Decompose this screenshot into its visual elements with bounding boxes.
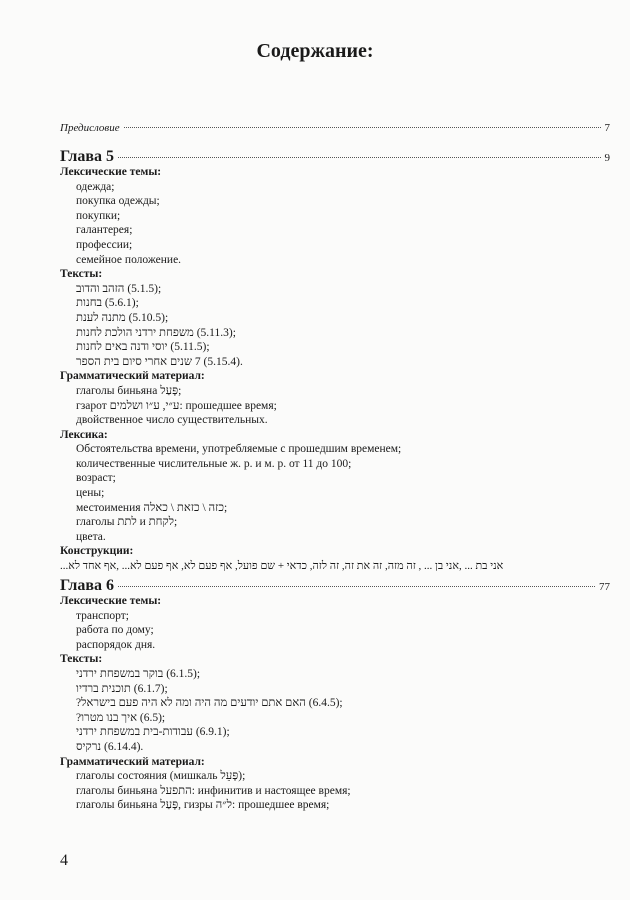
lexical-topics-heading: Лексические темы: [60, 166, 162, 178]
chapter-5-contents [60, 165, 620, 574]
text-entry [60, 326, 620, 341]
text-ref: (6.1.5); [163, 667, 201, 680]
lexicon-item [60, 515, 620, 530]
grammar-item [60, 784, 620, 799]
grammar-item [60, 413, 620, 428]
hebrew-title: האם אתם יודעים מה היה ומה לא היה פעם בישראל? [76, 697, 306, 710]
chapter-6-title: Глава 6 [60, 577, 114, 594]
hebrew-term: התפעל [160, 784, 192, 797]
lexicon-item: возраст; [76, 472, 116, 485]
hebrew-term: כזה \ כזאת \ כאלה [143, 501, 224, 514]
text-entry [60, 696, 620, 711]
list-item: профессии; [76, 238, 133, 251]
hebrew-term: פָּעֵל [220, 770, 239, 783]
chapter-6-contents [60, 594, 620, 813]
list-item: работа по дому; [76, 624, 154, 637]
text-entry [60, 311, 620, 326]
grammar-heading: Грамматический материал: [60, 370, 205, 383]
semicolon: ; [174, 516, 178, 529]
text-ref: (6.4.5); [305, 697, 343, 710]
page-title: Содержание: [256, 40, 374, 62]
grammar-text: глаголы биньяна [76, 784, 161, 797]
text-ref: (5.6.1); [102, 297, 139, 310]
text-entry [60, 711, 620, 726]
text-entry [60, 296, 620, 311]
lexicon-item: количественные числительные ж. р. и м. р. от 11 до 100; [76, 457, 352, 470]
lexicon-item: цены; [76, 487, 105, 500]
dot-leader [124, 127, 601, 128]
chapter-6-page: 77 [599, 581, 610, 593]
list-item: одежда; [76, 180, 115, 193]
hebrew-title: 7 שנים אחרי סיום בית הספר [76, 355, 201, 368]
texts-heading: Тексты: [60, 653, 103, 666]
list-item: галантерея; [76, 224, 133, 237]
list-item: транспорт; [76, 609, 130, 622]
lexicon-item [60, 501, 620, 516]
toc-entry-chapter-6[interactable] [60, 577, 610, 595]
hebrew-title: נרקיס [76, 740, 102, 753]
list-item: покупки; [76, 209, 121, 222]
grammar-item [60, 399, 620, 414]
lexicon-item: Обстоятельства времени, употребляемые с прошедшим временем; [76, 443, 402, 456]
preface-page: 7 [604, 122, 610, 134]
chapter-5-title: Глава 5 [60, 148, 114, 165]
hebrew-term: לתת [117, 516, 137, 529]
grammar-heading: Грамматический материал: [60, 755, 205, 768]
hebrew-title: יוסי ודנה באים לחנות [76, 341, 168, 354]
lexicon-text-mid: и [136, 516, 149, 529]
grammar-text: двойственное число существительных. [76, 414, 268, 427]
text-entry [60, 682, 620, 697]
list-item: семейное положение. [76, 253, 182, 266]
constructions-heading: Конструкции: [60, 545, 134, 558]
preface-label: Предисловие [60, 122, 120, 134]
hebrew-title: עבודות-בית במשפחת ירדני [76, 726, 193, 739]
lexicon-text-end: ; [224, 501, 228, 514]
hebrew-term: לקחת [148, 516, 175, 529]
text-ref: (5.10.5); [125, 311, 169, 324]
hebrew-title: איך בנו מטרו? [76, 711, 137, 724]
text-ref: (6.9.1); [192, 726, 230, 739]
hebrew-constructions: אני בת ... ,אני בן ... , זה מזה, זה את זה, זה לזה, כדאי + שם פועל, אף פעם לא, אף פעם לא... ,אף אחד לא... [60, 560, 504, 573]
text-ref: (6.1.7); [130, 682, 168, 695]
grammar-text-end: : инфинитив и настоящее время; [191, 784, 351, 797]
grammar-text: глаголы биньяна [76, 799, 161, 812]
hebrew-term: ע״י, ע״ו ושלמים [109, 399, 180, 412]
text-entry [60, 355, 620, 370]
grammar-text-end: ; [178, 384, 182, 397]
text-entry [60, 282, 620, 297]
hebrew-term: פָּעַל [160, 384, 179, 397]
grammar-item [60, 384, 620, 399]
text-ref: (5.15.4). [200, 355, 243, 368]
hebrew-title: בוקר במשפחת ירדני [76, 667, 164, 680]
text-ref: (6.5); [137, 711, 166, 724]
dot-leader [118, 586, 595, 587]
dot-leader [118, 157, 601, 158]
grammar-text: глаголы биньяна [76, 384, 161, 397]
lexicon-heading: Лексика: [60, 428, 108, 441]
grammar-text-end: : прошедшее время; [179, 399, 277, 412]
text-ref: (6.14.4). [101, 740, 144, 753]
lexical-topics-heading: Лексические темы: [60, 595, 162, 607]
grammar-text-end: ); [238, 770, 246, 783]
lexicon-text: местоимения [76, 501, 144, 514]
grammar-item [60, 769, 620, 784]
hebrew-title: בחנות [76, 297, 103, 310]
text-entry [60, 667, 620, 682]
list-item: покупка одежды; [76, 195, 160, 208]
text-entry [60, 340, 620, 355]
hebrew-title: משפחת ירדני הולכת לחנות [76, 326, 194, 339]
lexicon-item: цвета. [76, 530, 106, 543]
hebrew-title: הזהב והדוב [76, 282, 125, 295]
toc-entry-preface[interactable] [60, 122, 610, 134]
constructions-line [60, 559, 620, 574]
text-entry [60, 740, 620, 755]
hebrew-title: תוכנית ברדיו [76, 682, 131, 695]
text-ref: (5.11.5); [167, 341, 210, 354]
text-ref: (5.11.3); [193, 326, 236, 339]
grammar-text-end: , гизры ל״ה: прошедшее время; [178, 799, 330, 812]
grammar-text: глаголы состояния (мишкаль [76, 770, 221, 783]
grammar-text: гзарот [76, 399, 110, 412]
list-item: распорядок дня. [76, 638, 156, 651]
hebrew-title: מתנה לענת [76, 311, 126, 324]
toc-entry-chapter-5[interactable] [60, 148, 610, 166]
text-ref: (5.1.5); [124, 282, 162, 295]
page-number: 4 [60, 852, 68, 869]
text-entry [60, 725, 620, 740]
texts-heading: Тексты: [60, 268, 103, 281]
hebrew-term: פָּעַל [160, 799, 179, 812]
chapter-5-page: 9 [604, 152, 610, 164]
grammar-item [60, 798, 620, 813]
lexicon-text: глаголы [76, 516, 118, 529]
